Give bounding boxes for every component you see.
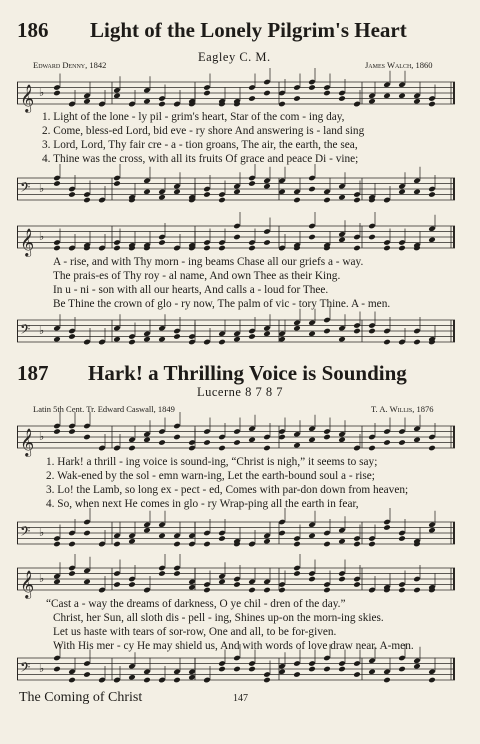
bass-staff — [17, 650, 455, 686]
key-signature-icon: ♭ — [39, 325, 45, 337]
verse-line: The prais-es of Thy roy - al name, And own Thee as their King. — [53, 270, 341, 282]
verse-line: Let us haste with tears of sor-row, One and all, to be for-given. — [53, 626, 337, 638]
verse-line: Christ, her Sun, all sloth dis - pell - ing, Shines up-on the morn-ing skies. — [53, 612, 384, 624]
treble-staff — [17, 560, 455, 596]
treble-clef-icon: 𝄞 — [20, 430, 35, 456]
composer-credit-187: T. A. Willis, 1876 — [371, 404, 434, 414]
hymn-number-186: 186 — [17, 18, 49, 42]
key-signature-icon: ♭ — [39, 183, 45, 195]
verse-line: 1. Hark! a thrill - ing voice is sound-ing, “Christ is nigh,” it seems to say; — [46, 456, 378, 468]
key-signature-icon: ♭ — [39, 527, 45, 539]
page-number: 147 — [233, 693, 248, 704]
bass-clef-icon: 𝄢 — [20, 525, 31, 543]
verse-line: 2. Wak-ened by the sol - emn warn-ing, Let the earth-bound soul a - rise; — [46, 470, 375, 482]
key-signature-icon: ♭ — [39, 431, 45, 443]
tune-name-187: Lucerne 8 7 8 7 — [197, 385, 283, 399]
key-signature-icon: ♭ — [39, 663, 45, 675]
bass-staff — [17, 514, 455, 550]
hymn-title-187: Hark! a Thrilling Voice is Sounding — [88, 361, 407, 385]
section-footer: The Coming of Christ — [19, 690, 143, 705]
bass-clef-icon: 𝄢 — [20, 323, 31, 341]
treble-clef-icon: 𝄞 — [20, 86, 35, 112]
hymn-title-186: Light of the Lonely Pilgrim's Heart — [90, 18, 407, 42]
verse-line: With His mer - cy He may shield us, And with words of love draw near. A-men. — [53, 640, 414, 652]
treble-clef-icon: 𝄞 — [20, 230, 35, 256]
verse-line: “Cast a - way the dreams of darkness, O ye chil - dren of the day.” — [46, 598, 346, 610]
verse-line: 2. Come, bless-ed Lord, bid eve - ry shore And answering is - land sing — [42, 125, 365, 137]
verse-line: 3. Lo! the Lamb, so long ex - pect - ed, Comes with par-don down from heaven; — [46, 484, 409, 496]
verse-line: 3. Lord, Lord, Thy fair cre - a - tion groans, The air, the earth, the sea, — [42, 139, 358, 151]
verse-line: Be Thine the crown of glo - ry now, The palm of vic - tory Thine. A - men. — [53, 298, 391, 310]
treble-clef-icon: 𝄞 — [20, 572, 35, 598]
composer-credit-186: James Walch, 1860 — [365, 60, 433, 70]
key-signature-icon: ♭ — [39, 87, 45, 99]
bass-clef-icon: 𝄢 — [20, 181, 31, 199]
bass-clef-icon: 𝄢 — [20, 661, 31, 679]
bass-staff — [17, 312, 455, 348]
verse-line: A - rise, and with Thy morn - ing beams Chase all our griefs a - way. — [53, 256, 364, 268]
tune-name-186: Eagley C. M. — [198, 50, 271, 64]
treble-staff — [17, 218, 455, 254]
verse-line: 4. So, when next He comes in glo - ry Wrap-ping all the earth in fear, — [46, 498, 359, 510]
hymn-number-187: 187 — [17, 361, 49, 385]
key-signature-icon: ♭ — [39, 573, 45, 585]
treble-staff — [17, 74, 455, 110]
key-signature-icon: ♭ — [39, 231, 45, 243]
treble-staff — [17, 418, 455, 454]
verse-line: 1. Light of the lone - ly pil - grim's heart, Star of the com - ing day, — [42, 111, 345, 123]
verse-line: In u - ni - son with all our hearts, And calls a - loud for Thee. — [53, 284, 329, 296]
verse-line: 4. Thine was the cross, with all its fruits Of grace and peace Di - vine; — [42, 153, 359, 165]
author-credit-186: Edward Denny, 1842 — [33, 60, 107, 70]
bass-staff — [17, 170, 455, 206]
author-credit-187: Latin 5th Cent. Tr. Edward Caswall, 1849 — [33, 404, 175, 414]
staff-lines — [17, 178, 455, 200]
